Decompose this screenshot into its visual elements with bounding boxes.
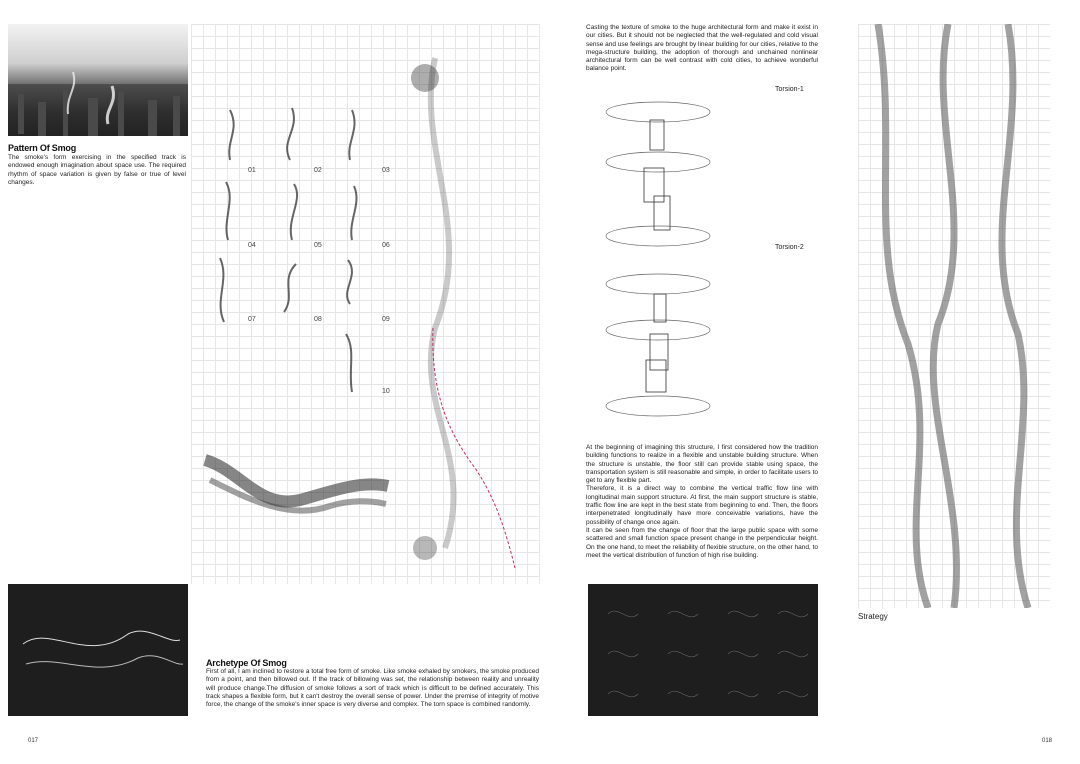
smoke-number-09: 09 — [382, 316, 390, 323]
vertical-smoke-column — [395, 28, 535, 580]
strategy-caption: Strategy — [858, 612, 888, 621]
smoke-number-06: 06 — [382, 242, 390, 249]
city-smog-photo — [8, 24, 188, 136]
archetype-title: Archetype Of Smog — [206, 658, 287, 668]
smoke-number-01: 01 — [248, 167, 256, 174]
smoke-number-05: 05 — [314, 242, 322, 249]
horizontal-smoke — [200, 440, 390, 530]
torsion-2-diagram — [600, 272, 720, 420]
torsion-2-label: Torsion-2 — [775, 244, 804, 251]
strategy-dark-image — [588, 584, 818, 716]
page-number-left: 017 — [28, 738, 39, 744]
smoke-number-04: 04 — [248, 242, 256, 249]
smoke-number-10: 10 — [382, 388, 390, 395]
smoke-number-02: 02 — [314, 167, 322, 174]
strategy-image — [858, 24, 1050, 608]
smoke-number-08: 08 — [314, 316, 322, 323]
torsion-1-label: Torsion-1 — [775, 86, 804, 93]
smoke-number-07: 07 — [248, 316, 256, 323]
intro-text: Casting the texture of smoke to the huge architectural form and make it exist in our cities. But it should not be neglected that the well-regulated and cold visual sense and use feelings are brought by linear building for our cities, relative to the mega-structure building, the adoption of thorough and unchained nonlinear architectural form can be well contrast with cold cities, to achieve wonderful balance point. — [586, 24, 818, 73]
torsion-1-diagram — [600, 100, 720, 250]
smoke-number-03: 03 — [382, 167, 390, 174]
smoke-plan-dark-image — [8, 584, 188, 716]
smoke-samples — [200, 100, 400, 400]
page-number-right: 018 — [1042, 738, 1053, 744]
pattern-body: The smoke's form exercising in the specified track is endowed enough imagination about space use. The required rhythm of space variation is given by false or true of level changes. — [8, 154, 186, 186]
structure-text: At the beginning of imagining this structure, I first considered how the tradition building functions to realize in a flexible and unstable building structure. When the structure is unstable, the floor still can provide stable using space, the transportation system is still reasonable and simple, in order to facilitate users to get to any flexible part. Therefore, it is a direct way to combine the vertical traffic flow line with longitudinal main support structure. At first, the main support structure is stable, traffic flow line are kept in the best state from beginning to end. Then, the floors interpenetrated longitudinally have more conceivable variations, have the possibility of change once again. It can be seen from the change of floor that the large public space with some scattered and small function space present change in the perpendicular height. On the one hand, to meet the reliability of flexible structure, on the other hand, to meet the vertical distribution of function of high rise building. — [586, 444, 818, 559]
archetype-body: First of all, I am inclined to restore a total free form of smoke. Like smoke exhaled by smokers, the smoke produced from a point, and then billowed out. If the track of billowing was set, the relationship between reality and unreality will produce change.The diffusion of smoke follows a sort of track which is difficult to be defined accurately. This track shapes a flexible form, but it can't destroy the overall sense of power. Under the premise of integrity of motive force, the change of the smoke's inner space is very diverse and complex. The torn space is combined randomly. — [206, 668, 539, 709]
pattern-title: Pattern Of Smog — [8, 143, 77, 153]
